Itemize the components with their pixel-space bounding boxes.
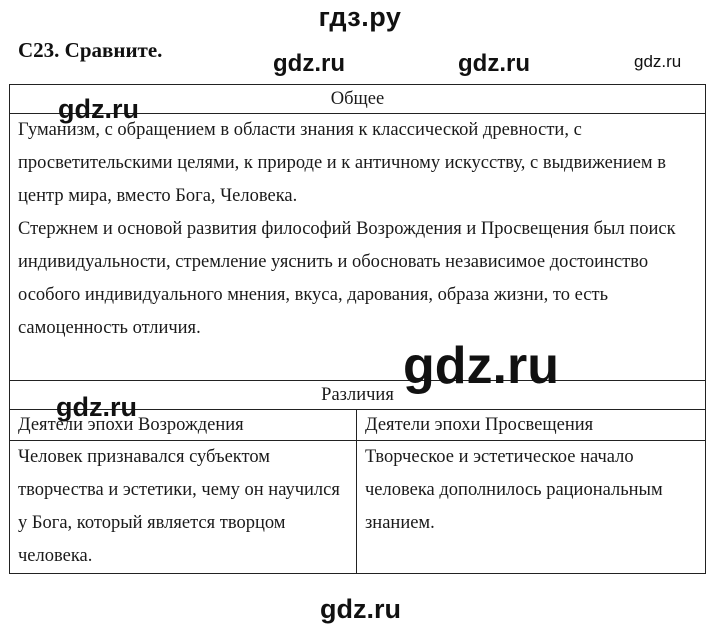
site-header: гдз.ру	[318, 2, 402, 32]
common-header: Общее	[10, 85, 706, 114]
renaissance-text: Человек признавался субъектом творчества и эстетики, чему он научился у Бога, который является творцом человека.	[10, 441, 357, 574]
enlightenment-text: Творческое и эстетическое начало человека дополнилось рациональным знанием.	[357, 441, 706, 574]
comparison-table	[9, 84, 706, 574]
watermark: gdz.ru	[403, 337, 559, 395]
watermark: gdz.ru	[273, 50, 345, 77]
task-title: С23. Сравните.	[18, 38, 163, 62]
watermark: gdz.ru	[634, 52, 682, 71]
differences-header: Различия	[10, 381, 706, 410]
common-content	[10, 114, 706, 381]
watermark: gdz.ru	[58, 94, 139, 124]
common-paragraph: Гуманизм, с обращением в области знания к классической древности, с просветительскими целями, к природе и к античному искусству, с выдвижением в центр мира, вместо Бога, Человека.	[18, 120, 666, 206]
common-content-row	[10, 114, 706, 381]
watermark: gdz.ru	[458, 50, 530, 77]
enlightenment-header: Деятели эпохи Просвещения	[357, 410, 706, 441]
column-body-row	[10, 441, 706, 574]
common-paragraph: Стержнем и основой развития философий Возрождения и Просвещения был поиск индивидуальности, стремление уяснить и обосновать независимое достоинство особого индивидуального мнения, вкуса, дарования, образа жизни, то есть самоценность отличия.	[18, 219, 676, 338]
watermark: gdz.ru	[56, 392, 137, 422]
renaissance-header: Деятели эпохи Возрождения	[10, 410, 357, 441]
watermark: gdz.ru	[320, 594, 401, 624]
